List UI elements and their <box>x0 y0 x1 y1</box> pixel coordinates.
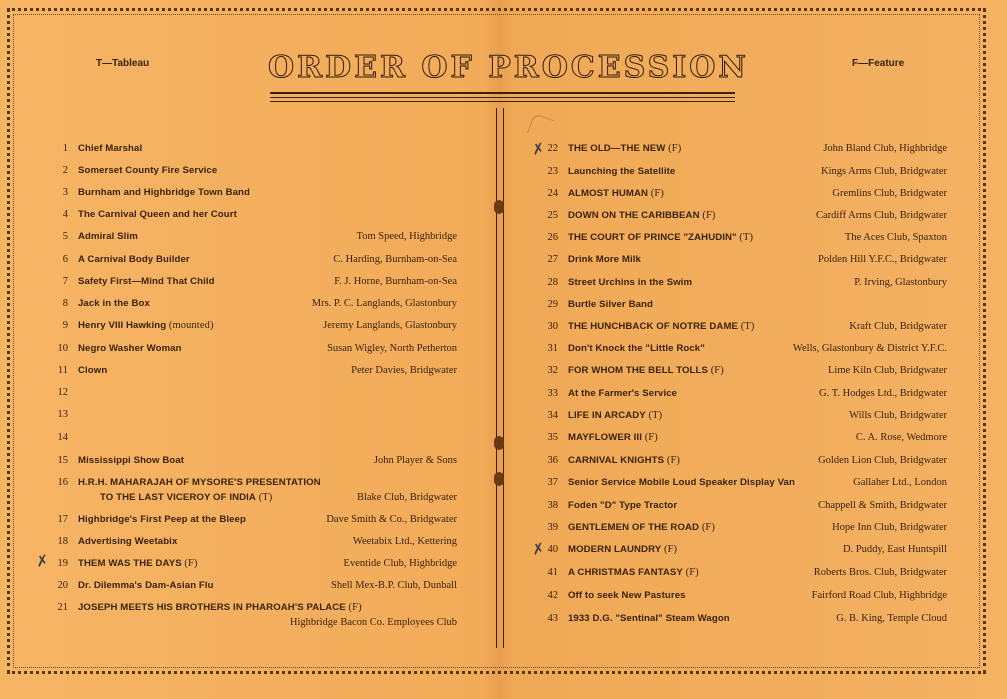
entry-title-text: Henry VIII Hawking <box>78 320 167 331</box>
entry-number: 38 <box>547 500 558 511</box>
entry-entrant: Kings Arms Club, Bridgwater <box>821 166 947 177</box>
entry-title-text: LIFE IN ARCADY <box>568 410 646 421</box>
title-rule-3 <box>270 101 735 102</box>
entry-type-suffix: (T) <box>255 492 273 503</box>
entry-type-suffix: (F) <box>665 143 682 154</box>
entry-title-text: Dr. Dilemma's Dam-Asian Flu <box>78 580 214 591</box>
entry-type-suffix: (F) <box>661 544 678 555</box>
entry-type-suffix: (T) <box>738 321 755 332</box>
entry-title <box>78 364 107 380</box>
entry-number: 41 <box>547 567 558 578</box>
entry-title-text: Don't Knock the "Little Rock" <box>568 343 705 354</box>
entry-title-text: Chief Marshal <box>78 143 143 154</box>
entry-title <box>78 186 250 202</box>
entry-title-text: A Carnival Body Builder <box>78 254 190 265</box>
entry-type-suffix: (T) <box>736 232 754 243</box>
entry-title-text: Drink More Milk <box>568 254 641 265</box>
entry-title-text: THE OLD—THE NEW <box>568 143 666 154</box>
entry-number: 40 <box>547 544 558 555</box>
entry-title-text: Safety First—Mind That Child <box>78 276 215 287</box>
entry-entrant: C. Harding, Burnham-on-Sea <box>333 254 457 265</box>
entry-type-suffix: (F) <box>345 602 362 613</box>
entry-title-text: Mississippi Show Boat <box>78 455 185 466</box>
entry-number: 18 <box>57 536 68 547</box>
entry-number: 17 <box>57 514 68 525</box>
entry-entrant: Gremlins Club, Bridgwater <box>832 188 947 199</box>
entry-number: 42 <box>547 590 558 601</box>
entry-title-text: Highbridge's First Peep at the Bleep <box>78 514 246 525</box>
entry-number: 25 <box>547 210 558 221</box>
entry-number: 13 <box>57 409 68 420</box>
entry-number: 14 <box>57 432 68 443</box>
entry-number: 6 <box>62 254 68 265</box>
staple-lower <box>494 472 504 486</box>
title-rule-2 <box>270 97 735 98</box>
entry-number: 12 <box>57 387 68 398</box>
entry-entrant: John Player & Sons <box>373 455 457 466</box>
entry-type-suffix: (F) <box>181 558 198 569</box>
entry-number: 15 <box>57 455 68 466</box>
entry-title-text: THE COURT OF PRINCE "ZAHUDIN" <box>568 232 737 243</box>
entry-entrant: Chappell & Smith, Bridgwater <box>818 500 947 511</box>
entry-entrant: Blake Club, Bridgwater <box>356 492 457 503</box>
entry-title-text: Somerset County Fire Service <box>78 165 218 176</box>
entry-title <box>78 142 142 158</box>
entry-title-text: JOSEPH MEETS HIS BROTHERS IN PHAROAH'S PALACE <box>78 602 346 613</box>
entry-title <box>568 431 658 447</box>
entry-entrant: Highbridge Bacon Co. Employees Club <box>289 617 457 628</box>
entry-number: 36 <box>547 455 558 466</box>
entry-entrant: F. J. Horne, Burnham-on-Sea <box>334 276 457 287</box>
entry-number: 39 <box>547 522 558 533</box>
entry-entrant: The Aces Club, Spaxton <box>844 232 947 243</box>
entry-number: 11 <box>57 365 68 376</box>
entry-title-text: GENTLEMEN OF THE ROAD <box>568 522 700 533</box>
entry-entrant: John Bland Club, Highbridge <box>823 143 947 154</box>
entry-type-suffix: (F) <box>699 522 715 533</box>
entry-number: 26 <box>547 232 558 243</box>
entry-title <box>78 230 138 246</box>
entry-title <box>78 208 237 224</box>
entry-number: 7 <box>62 276 68 287</box>
entry-title-text: Clown <box>78 365 108 376</box>
entry-entrant: D. Puddy, East Huntspill <box>842 544 947 555</box>
entry-number: 19 <box>57 558 68 569</box>
entry-number: 20 <box>57 580 68 591</box>
centre-fold-line <box>496 108 497 648</box>
entry-entrant: Hope Inn Club, Bridgwater <box>832 522 947 533</box>
title-rule-1 <box>270 92 735 94</box>
entry-entrant: C. A. Rose, Wedmore <box>855 432 947 443</box>
entry-type-suffix: (F) <box>707 365 724 376</box>
entry-number: 29 <box>547 299 558 310</box>
entry-number: 33 <box>547 388 558 399</box>
entry-number: 8 <box>62 298 68 309</box>
entry-entrant: Peter Davies, Bridgwater <box>351 365 457 376</box>
cross-mark-22: ✗ <box>530 139 547 159</box>
entry-type-suffix: (F) <box>699 210 716 221</box>
entry-entrant: Dave Smith & Co., Bridgwater <box>326 514 457 525</box>
entry-title-text: H.R.H. MAHARAJAH OF MYSORE'S PRESENTATION <box>78 477 321 488</box>
entry-title <box>568 298 653 314</box>
entry-entrant: Golden Lion Club, Bridgwater <box>818 455 947 466</box>
entry-number: 24 <box>547 188 558 199</box>
entry-entrant: G. B. King, Temple Cloud <box>836 613 947 624</box>
entry-entrant: Polden Hill Y.F.C., Bridgwater <box>818 254 947 265</box>
entry-number: 31 <box>547 343 558 354</box>
entry-number: 32 <box>547 365 558 376</box>
entry-type-suffix: (T) <box>645 410 663 421</box>
entry-title-text: The Carnival Queen and her Court <box>78 209 237 220</box>
entry-title-text: 1933 D.G. "Sentinal" Steam Wagon <box>568 613 730 624</box>
entry-number: 2 <box>62 165 68 176</box>
entry-number: 10 <box>57 343 68 354</box>
entry-number: 5 <box>62 231 68 242</box>
entry-title <box>78 601 362 617</box>
page-title: ORDER OF PROCESSION <box>268 50 749 85</box>
entry-title <box>78 476 321 492</box>
cross-mark-19: ✗ <box>34 551 51 571</box>
entry-entrant: Roberts Bros. Club, Bridgwater <box>813 567 947 578</box>
entry-number: 23 <box>547 166 558 177</box>
entry-entrant: Eventide Club, Highbridge <box>343 558 457 569</box>
entry-number: 21 <box>57 602 68 613</box>
staple-middle <box>494 436 504 450</box>
entry-number: 27 <box>547 254 558 265</box>
entry-title <box>78 164 217 180</box>
cross-mark-40: ✗ <box>530 539 547 559</box>
entry-title-text: Burnham and Highbridge Town Band <box>78 187 250 198</box>
centre-fold-line-2 <box>503 108 504 648</box>
entry-entrant: Susan Wigley, North Petherton <box>327 343 457 354</box>
entry-entrant: Kraft Club, Bridgwater <box>849 321 947 332</box>
entry-entrant: Wills Club, Bridgwater <box>849 410 947 421</box>
feature-legend: F—Feature <box>852 58 905 69</box>
entry-title-text: CARNIVAL KNIGHTS <box>568 455 665 466</box>
entry-entrant: Gallaher Ltd., London <box>853 477 947 488</box>
entry-entrant: Weetabix Ltd., Kettering <box>352 536 457 547</box>
entry-title-text: FOR WHOM THE BELL TOLLS <box>568 365 708 376</box>
entry-title-text: Foden "D" Type Tractor <box>568 500 678 511</box>
entry-title-text: THE HUNCHBACK OF NOTRE DAME <box>568 321 739 332</box>
entry-entrant: Shell Mex-B.P. Club, Dunball <box>330 580 457 591</box>
entry-type-suffix: (mounted) <box>166 320 214 331</box>
entry-entrant: P. Irving, Glastonbury <box>854 277 947 288</box>
entry-type-suffix: (F) <box>682 567 699 578</box>
entry-number: 16 <box>57 477 68 488</box>
entry-entrant: Wells, Glastonbury & District Y.F.C. <box>792 343 947 354</box>
entry-type-suffix: (F) <box>641 432 658 443</box>
entry-entrant: G. T. Hodges Ltd., Bridgwater <box>819 388 947 399</box>
entry-title <box>78 297 150 313</box>
entry-number: 35 <box>547 432 558 443</box>
entry-type-suffix: (F) <box>648 188 664 199</box>
entry-title-text: Negro Washer Woman <box>78 343 182 354</box>
entry-title-text: Jack in the Box <box>78 298 150 309</box>
entry-type-suffix: (F) <box>664 455 680 466</box>
tableau-legend: T—Tableau <box>96 58 150 69</box>
entry-number: 22 <box>547 143 558 154</box>
entry-title-text: Launching the Satellite <box>568 166 676 177</box>
entry-number: 9 <box>62 320 68 331</box>
entry-entrant: Jeremy Langlands, Glastonbury <box>323 320 457 331</box>
entry-number: 1 <box>62 143 68 154</box>
entry-number: 37 <box>547 477 558 488</box>
entry-title-text: DOWN ON THE CARIBBEAN <box>568 210 700 221</box>
entry-title <box>568 253 641 269</box>
entry-title-text: Burtle Silver Band <box>568 299 653 310</box>
entry-entrant: Tom Speed, Highbridge <box>356 231 457 242</box>
entry-number: 34 <box>547 410 558 421</box>
entry-number: 3 <box>62 187 68 198</box>
entry-number: 4 <box>62 209 68 220</box>
entry-title-text: ALMOST HUMAN <box>568 188 649 199</box>
entry-title-text: Street Urchins in the Swim <box>568 277 693 288</box>
entry-title-text: MAYFLOWER III <box>568 432 642 443</box>
entry-title-text-2: TO THE LAST VICEROY OF INDIA <box>100 492 256 503</box>
entry-number: 30 <box>547 321 558 332</box>
entry-entrant: Cardiff Arms Club, Bridgwater <box>815 210 947 221</box>
entry-entrant: Mrs. P. C. Langlands, Glastonbury <box>311 298 457 309</box>
staple-top <box>494 200 504 214</box>
entry-title-text: Senior Service Mobile Loud Speaker Display Van <box>568 477 795 488</box>
entry-title-text: Advertising Weetabix <box>78 536 178 547</box>
entry-title-text: At the Farmer's Service <box>568 388 678 399</box>
entry-title-text: Off to seek New Pastures <box>568 590 686 601</box>
entry-title-text: MODERN LAUNDRY <box>568 544 662 555</box>
entry-title-text: A CHRISTMAS FANTASY <box>568 567 683 578</box>
entry-entrant: Fairford Road Club, Highbridge <box>811 590 947 601</box>
entry-number: 43 <box>547 613 558 624</box>
entry-entrant: Lime Kiln Club, Bridgwater <box>828 365 947 376</box>
entry-title-text: THEM WAS THE DAYS <box>78 558 182 569</box>
entry-number: 28 <box>547 277 558 288</box>
entry-title-text: Admiral Slim <box>78 231 138 242</box>
